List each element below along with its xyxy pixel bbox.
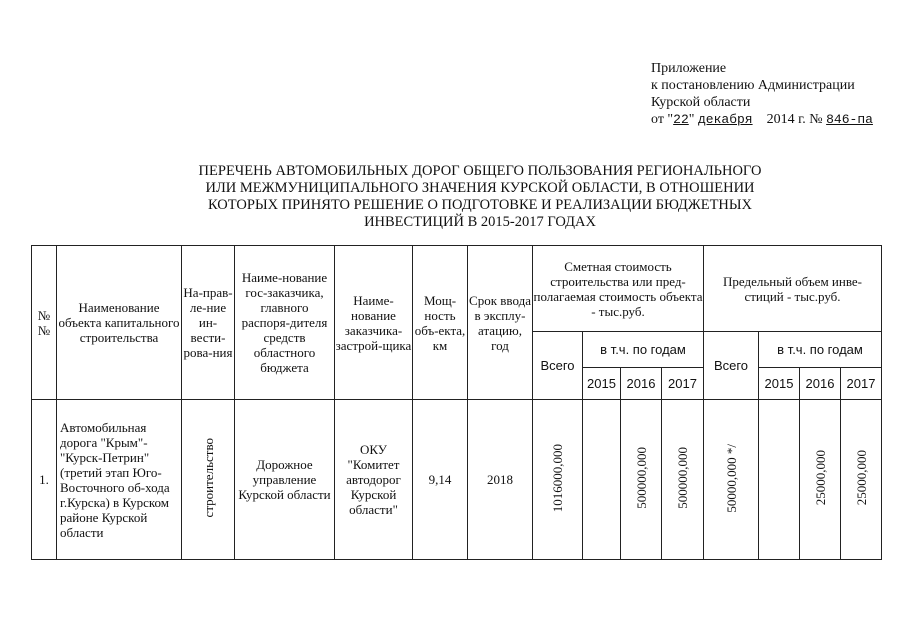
appendix-line-3: Курской области bbox=[651, 95, 751, 110]
appendix-line-1: Приложение bbox=[651, 61, 727, 76]
cell-developer: ОКУ "Комитет автодорог Курской области" bbox=[335, 400, 413, 560]
cell-direction bbox=[182, 400, 235, 560]
header-est-2015: 2015 bbox=[583, 368, 621, 400]
cell-est-2015 bbox=[583, 400, 621, 560]
cell-capacity: 9,14 bbox=[413, 400, 468, 560]
cell-est-2017 bbox=[662, 400, 704, 560]
header-est-by-years: в т.ч. по годам bbox=[583, 332, 704, 368]
date-day: 22 bbox=[673, 112, 689, 127]
document-number: 846-па bbox=[826, 112, 873, 127]
date-year: 2014 г. № bbox=[766, 112, 823, 127]
header-lim-2017: 2017 bbox=[841, 368, 882, 400]
title-line-3: КОТОРЫХ ПРИНЯТО РЕШЕНИЕ О ПОДГОТОВКЕ И РЕАЛИЗАЦИИ БЮДЖЕТНЫХ bbox=[207, 197, 753, 213]
cell-est-2017-text: 500000,000 bbox=[675, 447, 690, 509]
cell-direction-text: строительство bbox=[200, 438, 216, 518]
cell-lim-total bbox=[704, 400, 759, 560]
cell-lim-2017-text: 25000,000 bbox=[853, 450, 869, 506]
date-month: декабря bbox=[697, 112, 753, 127]
table-row bbox=[32, 400, 882, 560]
header-capacity: Мощ-ность объ-екта, км bbox=[413, 246, 468, 400]
header-term: Срок ввода в эксплу-атацию, год bbox=[468, 246, 533, 400]
header-lim-2015: 2015 bbox=[759, 368, 800, 400]
header-est-2017: 2017 bbox=[662, 368, 704, 400]
cell-lim-2016 bbox=[800, 400, 841, 560]
cell-est-total bbox=[533, 400, 583, 560]
document-title bbox=[150, 163, 810, 231]
header-direction: На-прав-ле-ние ин-вести-рова-ния bbox=[182, 246, 235, 400]
cell-num: 1. bbox=[32, 400, 57, 560]
header-num: № № bbox=[32, 246, 57, 400]
cell-est-2016 bbox=[621, 400, 662, 560]
cell-lim-total-text: 50000,000 */ bbox=[723, 443, 739, 513]
header-est-2016: 2016 bbox=[621, 368, 662, 400]
header-name: Наименование объекта капитального строительства bbox=[57, 246, 182, 400]
header-lim-by-years: в т.ч. по годам bbox=[759, 332, 882, 368]
appendix-line-2: к постановлению Администрации bbox=[651, 78, 855, 93]
title-line-1: ПЕРЕЧЕНЬ АВТОМОБИЛЬНЫХ ДОРОГ ОБЩЕГО ПОЛЬЗОВАНИЯ РЕГИОНАЛЬНОГО bbox=[198, 163, 762, 179]
header-limit-volume: Предельный объем инве-стиций - тыс.руб. bbox=[704, 246, 882, 332]
cell-est-total-text: 1016000,000 bbox=[550, 443, 565, 513]
appendix-block bbox=[651, 60, 873, 128]
header-estimated-cost: Сметная стоимость строительства или пред-полагаемая стоимость объекта - тыс.руб. bbox=[533, 246, 704, 332]
header-est-total: Всего bbox=[533, 332, 583, 400]
date-prefix: от " bbox=[651, 112, 674, 127]
title-line-2: ИЛИ МЕЖМУНИЦИПАЛЬНОГО ЗНАЧЕНИЯ КУРСКОЙ ОБЛАСТИ, В ОТНОШЕНИИ bbox=[205, 180, 755, 196]
cell-est-2016-text: 500000,000 bbox=[633, 447, 649, 509]
cell-customer: Дорожное управление Курской области bbox=[235, 400, 335, 560]
header-lim-total: Всего bbox=[704, 332, 759, 400]
header-developer: Наиме-нование заказчика-застрой-щика bbox=[335, 246, 413, 400]
cell-term: 2018 bbox=[468, 400, 533, 560]
header-customer: Наиме-нование гос-заказчика, главного распоря-дителя средств областного бюджета bbox=[235, 246, 335, 400]
date-mid: " bbox=[688, 112, 695, 127]
appendix-date-line bbox=[651, 111, 873, 128]
cell-lim-2016-text: 25000,000 bbox=[812, 450, 828, 506]
title-line-4: ИНВЕСТИЦИЙ В 2015-2017 ГОДАХ bbox=[364, 214, 596, 230]
header-lim-2016: 2016 bbox=[800, 368, 841, 400]
cell-object-name: Автомобильная дорога "Крым"-"Курск-Петрин"(третий этап Юго-Восточного об-хода г.Курска) в Курском районе Курской области bbox=[57, 400, 182, 560]
cell-lim-2015 bbox=[759, 400, 800, 560]
cell-lim-2017 bbox=[841, 400, 882, 560]
roads-table bbox=[31, 245, 882, 560]
